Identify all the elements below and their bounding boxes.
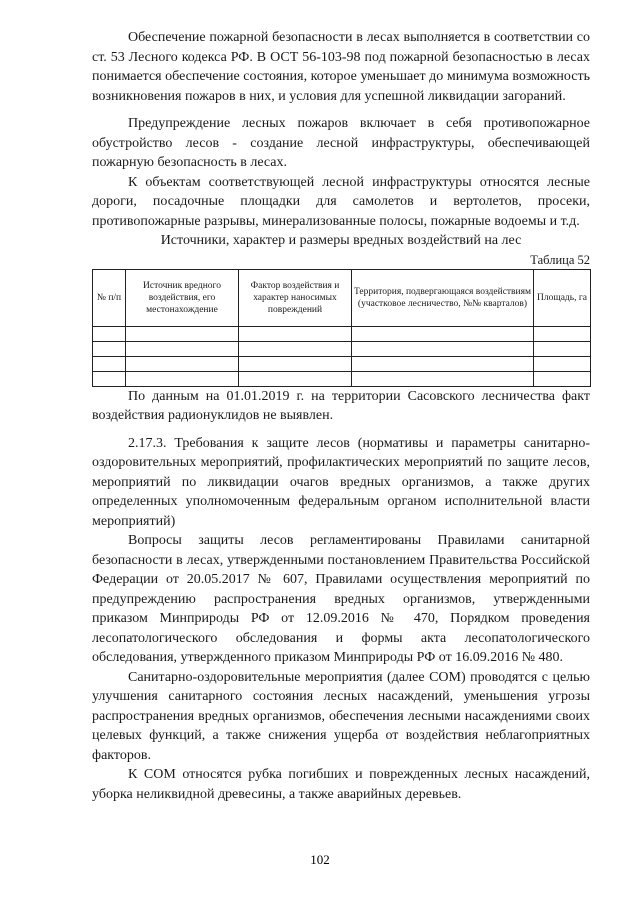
paragraph-forest-infrastructure: К объектам соответствующей лесной инфраструктуры относятся лесные дороги, посадочные площадки для самолетов и вертолетов, просеки, противопожарные разрывы, минерализованные полосы, пожарные водоемы и т.д. — [92, 174, 590, 229]
table-row — [93, 326, 591, 341]
paragraph-fire-safety: Обеспечение пожарной безопасности в лесах выполняется в соответствии со ст. 53 Лесного кодекса РФ. В ОСТ 56-103-98 под пожарной безопасностью в лесах понимается обеспечение состояния, которое уменьшает до минимума возможность возникновения пожаров в них, и условия для успешной ликвидации загораний. — [92, 30, 590, 104]
header-source: Источник вредного воздействия, его местонахождение — [126, 269, 239, 326]
paragraph-radionuclides: По данным на 01.01.2019 г. на территории Сасовского лесничества факт воздействия радионуклидов не выявлен. — [92, 388, 590, 423]
paragraph-som-purpose: Санитарно-оздоровительные мероприятия (далее СОМ) проводятся с целью улучшения санитарного состояния лесных насаждений, уменьшения угрозы распространения вредных организмов, обеспечения лесными насаждениями своих целевых функций, а также снижения ущерба от воздействия неблагоприятных факторов. — [92, 669, 590, 763]
paragraph-forest-protection-rules: Вопросы защиты лесов регламентированы Правилами санитарной безопасности в лесах, утвержденными постановлением Правительства Российской Федерации от 20.05.2017 № 607, Правилами осуществления мероприятий по предупреждению распространения вредных организмов, утвержденными приказом Минприроды РФ от 12.09.2016 № 470, Порядком проведения лесопатологического обследования и формы акта лесопатологического обследования, утвержденного приказом Минприроды РФ от 16.09.2016 № 480. — [92, 533, 590, 665]
impact-table — [92, 269, 591, 387]
header-area: Площадь, га — [534, 269, 591, 326]
table-number: Таблица 52 — [530, 252, 590, 267]
table-row — [93, 341, 591, 356]
page-number: 102 — [310, 852, 330, 867]
table-header-row — [93, 269, 591, 326]
table-row — [93, 371, 591, 386]
header-number: № п/п — [93, 269, 126, 326]
paragraph-som-types: К СОМ относятся рубка погибших и поврежденных лесных насаждений, уборка неликвидной древесины, а также аварийных деревьев. — [92, 767, 590, 802]
section-heading-2-17-3: 2.17.3. Требования к защите лесов (нормативы и параметры санитарно-оздоровительных мероприятий, профилактических мероприятий по защите лесов, мероприятий по ликвидации очагов вредных организмов, а также других определенных уполномоченным федеральным органом исполнительной власти мероприятий) — [92, 435, 590, 529]
paragraph-fire-prevention: Предупреждение лесных пожаров включает в себя противопожарное обустройство лесов - создание лесной инфраструктуры, обеспечивающей пожарную безопасность в лесах. — [92, 116, 590, 170]
header-territory: Территория, подвергающаяся воздействиям (участковое лесничество, №№ кварталов) — [352, 269, 534, 326]
header-factor: Фактор воздействия и характер наносимых повреждений — [239, 269, 352, 326]
table-row — [93, 356, 591, 371]
table-caption: Источники, характер и размеры вредных воздействий на лес — [160, 233, 522, 248]
